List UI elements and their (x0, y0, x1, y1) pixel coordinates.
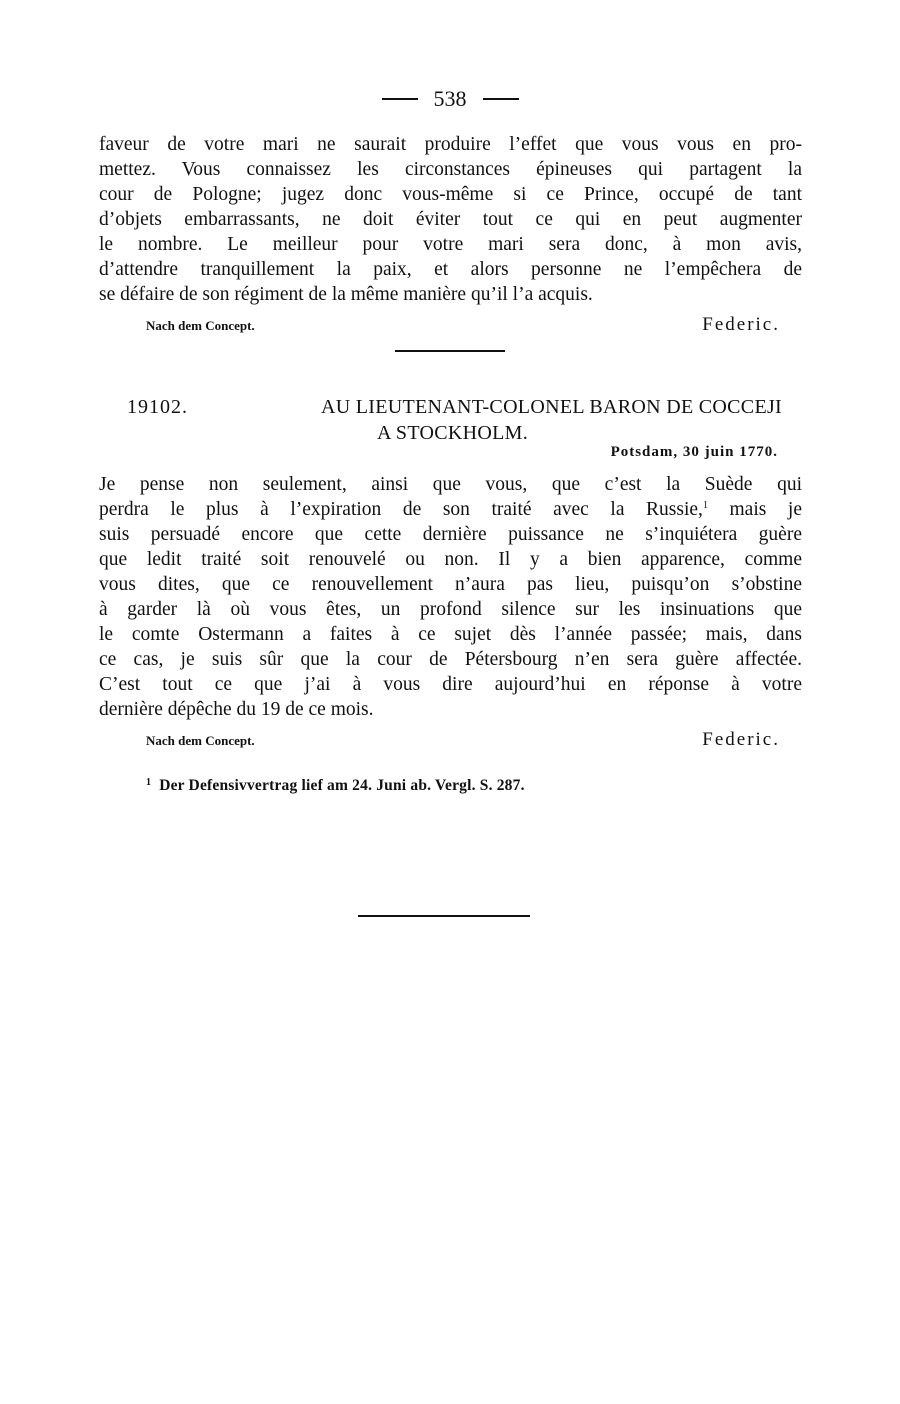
footnote-mark: 1 (146, 777, 152, 788)
paragraph-line-text: perdra le plus à l’expiration de son traité avec la Russie, (99, 499, 703, 520)
paragraph-line: mettez. Vous connaissez les circonstances épineuses qui partagent la (99, 159, 802, 180)
paragraph-line: d’objets embarrassants, ne doit éviter tout ce qui en peut augmenter (99, 209, 802, 230)
paragraph-line: à garder là où vous êtes, un profond silence sur les insinuations que (99, 599, 802, 620)
end-divider (358, 915, 530, 917)
paragraph-line: C’est tout ce que j’ai à vous dire aujourd’hui en réponse à votre (99, 674, 802, 695)
footnote (146, 777, 525, 795)
paragraph-line: faveur de votre mari ne saurait produire l’effet que vous vous en pro- (99, 134, 802, 155)
signature: Federic. (702, 314, 780, 335)
paragraph-line: vous dites, que ce renouvellement n’aura pas lieu, puisqu’on s’obstine (99, 574, 802, 595)
header-dash-left (382, 98, 418, 100)
letter-recipient: AU LIEUTENANT-COLONEL BARON DE COCCEJI (321, 396, 782, 418)
signature: Federic. (702, 729, 780, 750)
letter-number: 19102. (127, 396, 188, 418)
dateline: Potsdam, 30 juin 1770. (610, 444, 778, 460)
paragraph-line: se défaire de son régiment de la même manière qu’il l’a acquis. (99, 284, 593, 305)
footnote-text: Der Defensivvertrag lief am 24. Juni ab. Vergl. S. 287. (159, 777, 525, 794)
letter-heading (127, 396, 782, 419)
continued-letter-text (99, 132, 802, 307)
letter-body (99, 472, 802, 722)
paragraph-line: le comte Ostermann a faites à ce sujet dès l’année passée; mais, dans (99, 624, 802, 645)
paragraph-line: ce cas, je suis sûr que la cour de Pétersbourg n’en sera guère affectée. (99, 649, 802, 670)
paragraph-line: d’attendre tranquillement la paix, et alors personne ne l’empêchera de (99, 259, 802, 280)
header-dash-right (483, 98, 519, 100)
page-number: 538 (433, 86, 467, 111)
paragraph-line: cour de Pologne; jugez donc vous-même si ce Prince, occupé de tant (99, 184, 802, 205)
paragraph-line: le nombre. Le meilleur pour votre mari sera donc, à mon avis, (99, 234, 802, 255)
letter-signoff (146, 729, 780, 751)
source-note: Nach dem Concept. (146, 318, 255, 333)
paragraph-line: dernière dépêche du 19 de ce mois. (99, 699, 374, 720)
footnote-reference: 1 (702, 500, 708, 511)
paragraph-line: que ledit traité soit renouvelé ou non. Il y a bien apparence, comme (99, 549, 802, 570)
paragraph-line (99, 497, 802, 522)
letter-recipient-location: A STOCKHOLM. (376, 422, 529, 444)
section-divider (395, 350, 505, 352)
paragraph-line-tail: mais je (707, 499, 802, 520)
paragraph-line: suis persuadé encore que cette dernière puissance ne s’inquiétera guère (99, 524, 802, 545)
page-header (0, 86, 900, 112)
paragraph-line: Je pense non seulement, ainsi que vous, que c’est la Suède qui (99, 474, 802, 495)
continued-letter-signoff (146, 314, 780, 336)
source-note: Nach dem Concept. (146, 733, 255, 748)
